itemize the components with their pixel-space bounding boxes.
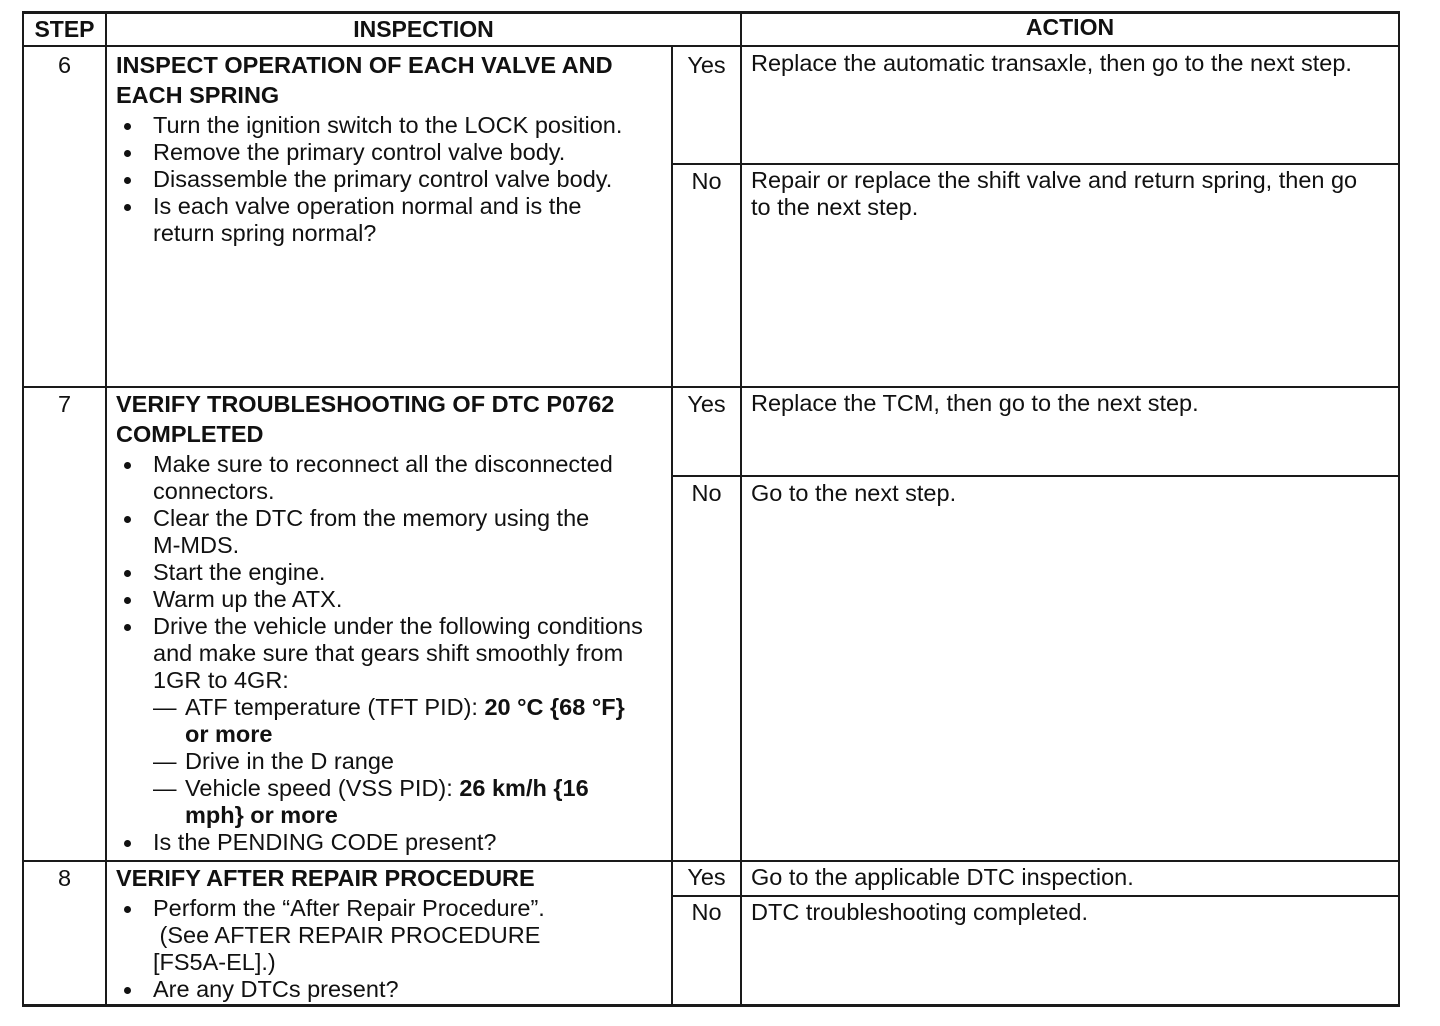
list-item: Perform the “After Repair Procedure”. — [153, 895, 545, 921]
list-item: Make sure to reconnect all the disconnected — [153, 451, 613, 477]
row7-yes-no-divider — [672, 475, 1400, 477]
bullet-icon — [124, 462, 131, 469]
condition-value: 20 °C {68 °F} — [484, 694, 625, 720]
step-title: COMPLETED — [116, 421, 264, 447]
row8-yes-no-divider — [672, 895, 1400, 897]
yes-action: Replace the automatic transaxle, then go to the next step. — [751, 50, 1352, 76]
yes-label: Yes — [687, 52, 726, 78]
list-item: Warm up the ATX. — [153, 586, 343, 612]
table-border-left — [22, 11, 24, 1007]
condition-item — [185, 694, 625, 721]
no-action: DTC troubleshooting completed. — [751, 899, 1089, 925]
bullet-icon — [124, 516, 131, 523]
condition-dash: — — [153, 748, 177, 774]
condition-value: or more — [185, 721, 273, 747]
step-number: 7 — [57, 391, 72, 417]
condition-text: Vehicle speed (VSS PID): — [185, 775, 460, 801]
list-item: and make sure that gears shift smoothly from — [153, 640, 624, 666]
no-action: to the next step. — [751, 194, 919, 220]
step-number: 6 — [57, 52, 72, 78]
condition-item — [185, 775, 589, 802]
step-column-divider — [105, 11, 107, 1007]
step-title: VERIFY AFTER REPAIR PROCEDURE — [116, 865, 535, 891]
condition-dash: — — [153, 694, 177, 720]
condition-item: Drive in the D range — [185, 748, 394, 774]
bullet-icon — [124, 906, 131, 913]
list-item: Is the PENDING CODE present? — [153, 829, 497, 855]
bullet-icon — [124, 987, 131, 994]
no-label: No — [691, 899, 722, 925]
row7-row8-divider — [22, 860, 1400, 862]
row6-row7-divider — [22, 386, 1400, 388]
bullet-icon — [124, 150, 131, 157]
list-item: Drive the vehicle under the following conditions — [153, 613, 643, 639]
yes-label: Yes — [687, 864, 726, 890]
list-item: 1GR to 4GR: — [153, 667, 289, 693]
list-item: [FS5A-EL].) — [153, 949, 276, 975]
bullet-icon — [124, 624, 131, 631]
list-item: return spring normal? — [153, 220, 377, 246]
bullet-icon — [124, 204, 131, 211]
condition-text: ATF temperature (TFT PID): — [185, 694, 485, 720]
list-item: Turn the ignition switch to the LOCK position. — [153, 112, 623, 138]
no-action: Go to the next step. — [751, 480, 957, 506]
step-title: EACH SPRING — [116, 82, 280, 108]
bullet-icon — [124, 597, 131, 604]
step-title: VERIFY TROUBLESHOOTING OF DTC P0762 — [116, 391, 615, 417]
condition-dash: — — [153, 775, 177, 801]
bullet-icon — [124, 570, 131, 577]
list-item: M-MDS. — [153, 532, 240, 558]
list-item: Is each valve operation normal and is the — [153, 193, 582, 219]
bullet-icon — [124, 123, 131, 130]
yes-action: Go to the applicable DTC inspection. — [751, 864, 1134, 890]
list-item: connectors. — [153, 478, 275, 504]
row6-yes-no-divider — [672, 163, 1400, 165]
condition-value: mph} or more — [185, 802, 338, 828]
no-label: No — [691, 168, 722, 194]
list-item: Are any DTCs present? — [153, 976, 399, 1002]
no-label: No — [691, 480, 722, 506]
list-item: Start the engine. — [153, 559, 326, 585]
table-border-bottom — [22, 1004, 1400, 1007]
step-number: 8 — [57, 865, 72, 891]
yes-label: Yes — [687, 391, 726, 417]
header-step: STEP — [34, 16, 95, 42]
no-action: Repair or replace the shift valve and return spring, then go — [751, 167, 1358, 193]
list-item: (See AFTER REPAIR PROCEDURE — [153, 922, 541, 948]
header-action: ACTION — [1025, 14, 1115, 40]
action-column-divider — [740, 11, 742, 1007]
list-item: Disassemble the primary control valve body. — [153, 166, 613, 192]
condition-value: 26 km/h {16 — [459, 775, 589, 801]
list-item: Remove the primary control valve body. — [153, 139, 566, 165]
table-border-right — [1398, 11, 1400, 1007]
yes-action: Replace the TCM, then go to the next step. — [751, 390, 1199, 416]
step-title: INSPECT OPERATION OF EACH VALVE AND — [116, 52, 613, 78]
list-item: Clear the DTC from the memory using the — [153, 505, 590, 531]
header-inspection: INSPECTION — [353, 16, 494, 42]
bullet-icon — [124, 177, 131, 184]
header-divider — [22, 45, 1400, 47]
bullet-icon — [124, 840, 131, 847]
